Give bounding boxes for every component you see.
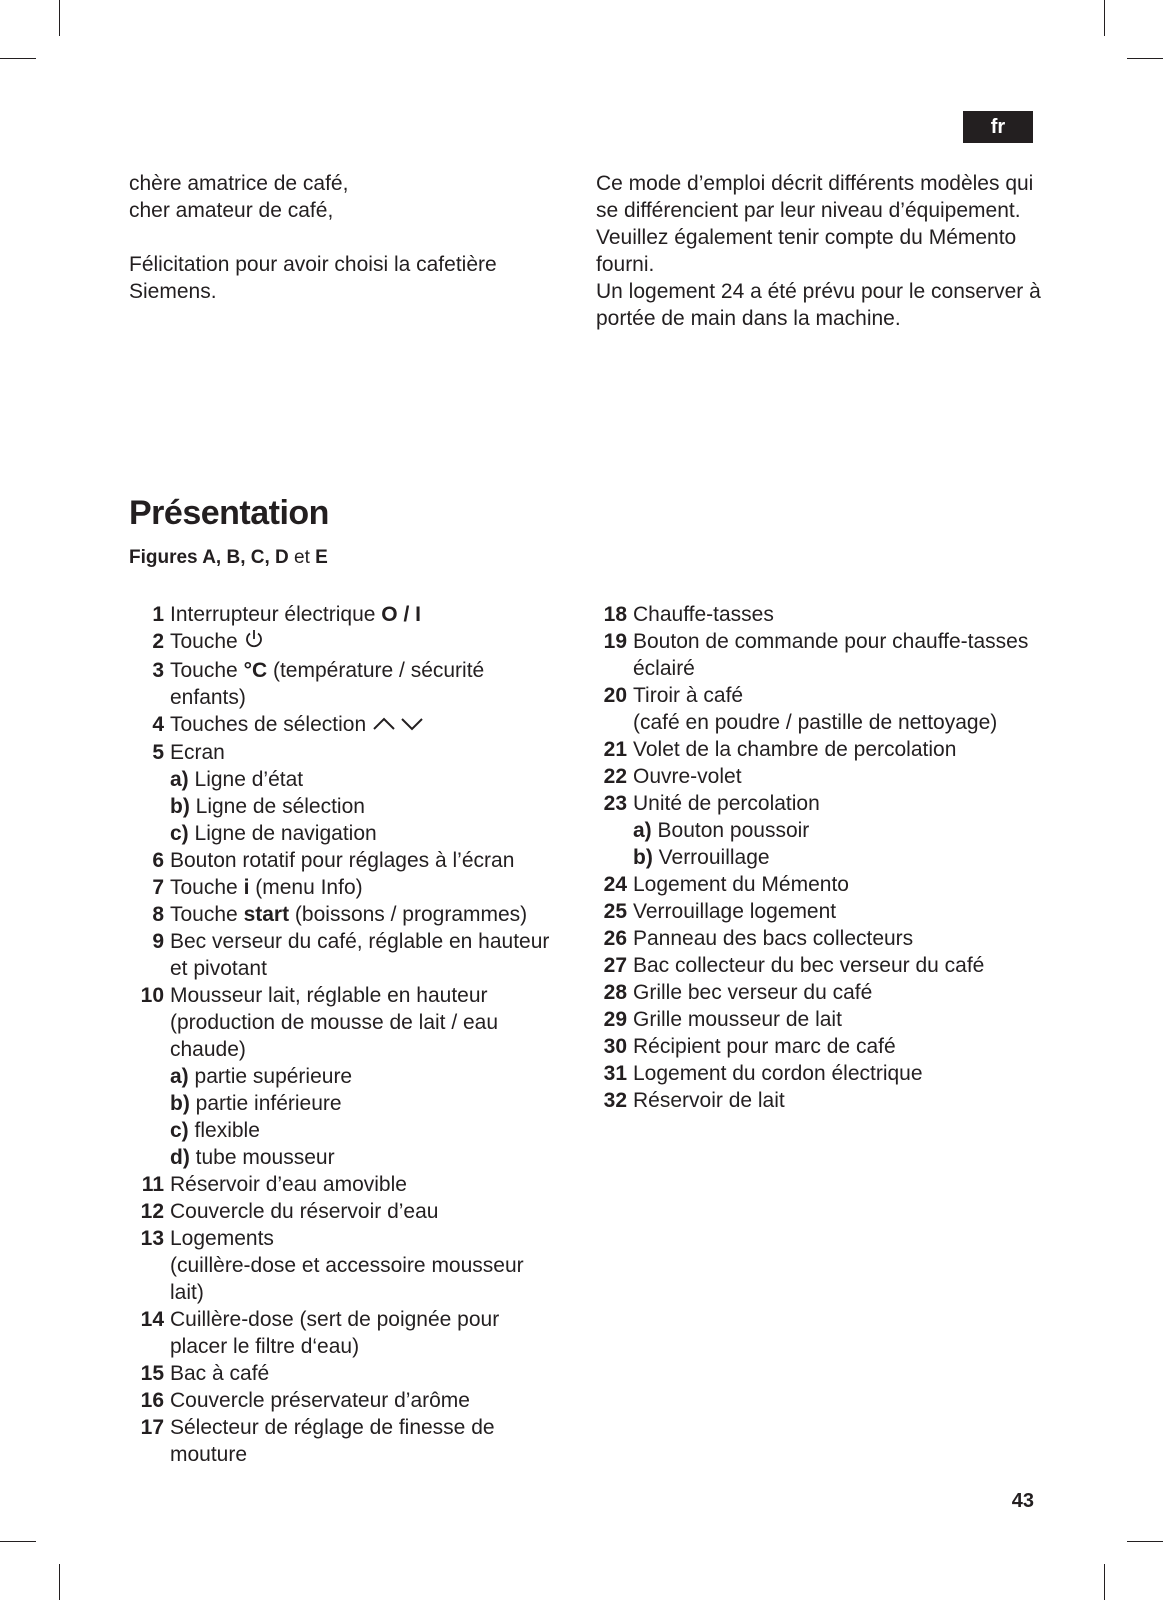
list-item: 26 Panneau des bacs collecteurs (603, 927, 914, 950)
list-item: 30 Récipient pour marc de café (603, 1035, 896, 1058)
salutation-line: cher amateur de café, (129, 199, 334, 222)
list-item: 3 Touche °C (température / sécurité enfants) (152, 659, 485, 709)
list-item: 32 Réservoir de lait (603, 1089, 785, 1112)
salutation-line: chère amatrice de café, (129, 172, 349, 195)
list-item: 12 Couvercle du réservoir d’eau (140, 1199, 439, 1223)
intro-paragraph: Veuillez également tenir compte du Mémento fourni. (596, 226, 1017, 276)
crop-mark (0, 58, 36, 59)
list-item: 22 Ouvre-volet (603, 765, 742, 788)
list-item: 14 Cuillère-dose (sert de poignée pour placer le filtre d‘eau) (140, 1307, 500, 1358)
crop-mark (1104, 0, 1105, 36)
list-item: 9 Bec verseur du café, réglable en hauteur et pivotant (152, 929, 550, 980)
list-item: 19 Bouton de commande pour chauffe-tasses éclairé (603, 630, 1029, 680)
list-item: 31 Logement du cordon électrique (603, 1062, 923, 1085)
component-list-right (592, 601, 1052, 1114)
list-item: 17 Sélecteur de réglage de finesse de mouture (140, 1415, 495, 1466)
list-item: 7 Touche i (menu Info) (152, 875, 363, 899)
intro-left-column (129, 170, 549, 305)
list-item: 11 Réservoir d’eau amovible (141, 1172, 407, 1196)
intro-paragraph: Un logement 24 a été prévu pour le conserver à portée de main dans la machine. (596, 280, 1041, 330)
crop-mark (59, 1564, 60, 1600)
crop-mark (1127, 1541, 1163, 1542)
figures-reference: Figures A, B, C, D et E (129, 547, 328, 568)
list-item: 21 Volet de la chambre de percolation (603, 738, 957, 761)
list-item: 18 Chauffe-tasses (603, 603, 774, 626)
list-item: 8 Touche start (boissons / programmes) (152, 902, 528, 926)
crop-mark (1104, 1564, 1105, 1600)
list-item: 29 Grille mousseur de lait (603, 1008, 842, 1031)
crop-mark (1127, 58, 1163, 59)
list-item: 20 Tiroir à café (café en poudre / pastille de nettoyage) (603, 684, 998, 734)
language-tab: fr (963, 111, 1033, 143)
list-item: 1 Interrupteur électrique O / I (152, 603, 421, 626)
page-number: 43 (1011, 1490, 1034, 1512)
crop-mark (59, 0, 60, 36)
intro-paragraph: Ce mode d’emploi décrit différents modèles qui se différencient par leur niveau d’équipement. (596, 172, 1034, 222)
list-item: 2 Touche (129, 628, 559, 657)
list-item: 10 Mousseur lait, réglable en hauteur (production de mousse de lait / eau chaude) a) partie supérieure b) partie inférieure c) flexible d) tube mousseur (140, 983, 499, 1169)
list-item: 5 Ecran a) Ligne d’état b) Ligne de sélection c) Ligne de navigation (152, 740, 377, 845)
component-list-left (129, 601, 559, 1468)
intro-right-column (596, 170, 1046, 332)
list-item: 15 Bac à café (140, 1361, 270, 1385)
list-item: 27 Bac collecteur du bec verseur du café (603, 954, 985, 977)
congratulation-text: Félicitation pour avoir choisi la cafetière Siemens. (129, 253, 497, 303)
up-down-arrows-icon (372, 712, 426, 739)
list-item: 24 Logement du Mémento (603, 873, 849, 896)
section-title: Présentation (129, 494, 329, 532)
power-icon (244, 628, 264, 657)
list-item: 28 Grille bec verseur du café (603, 981, 873, 1004)
list-item: 16 Couvercle préservateur d’arôme (140, 1388, 470, 1412)
list-item: 13 Logements (cuillère-dose et accessoire mousseur lait) (140, 1226, 524, 1304)
crop-mark (0, 1541, 36, 1542)
list-item: 4 Touches de sélection (129, 711, 559, 739)
list-item: 23 Unité de percolation a) Bouton poussoir b) Verrouillage (603, 792, 820, 869)
list-item: 25 Verrouillage logement (603, 900, 837, 923)
list-item: 6 Bouton rotatif pour réglages à l’écran (152, 848, 515, 872)
